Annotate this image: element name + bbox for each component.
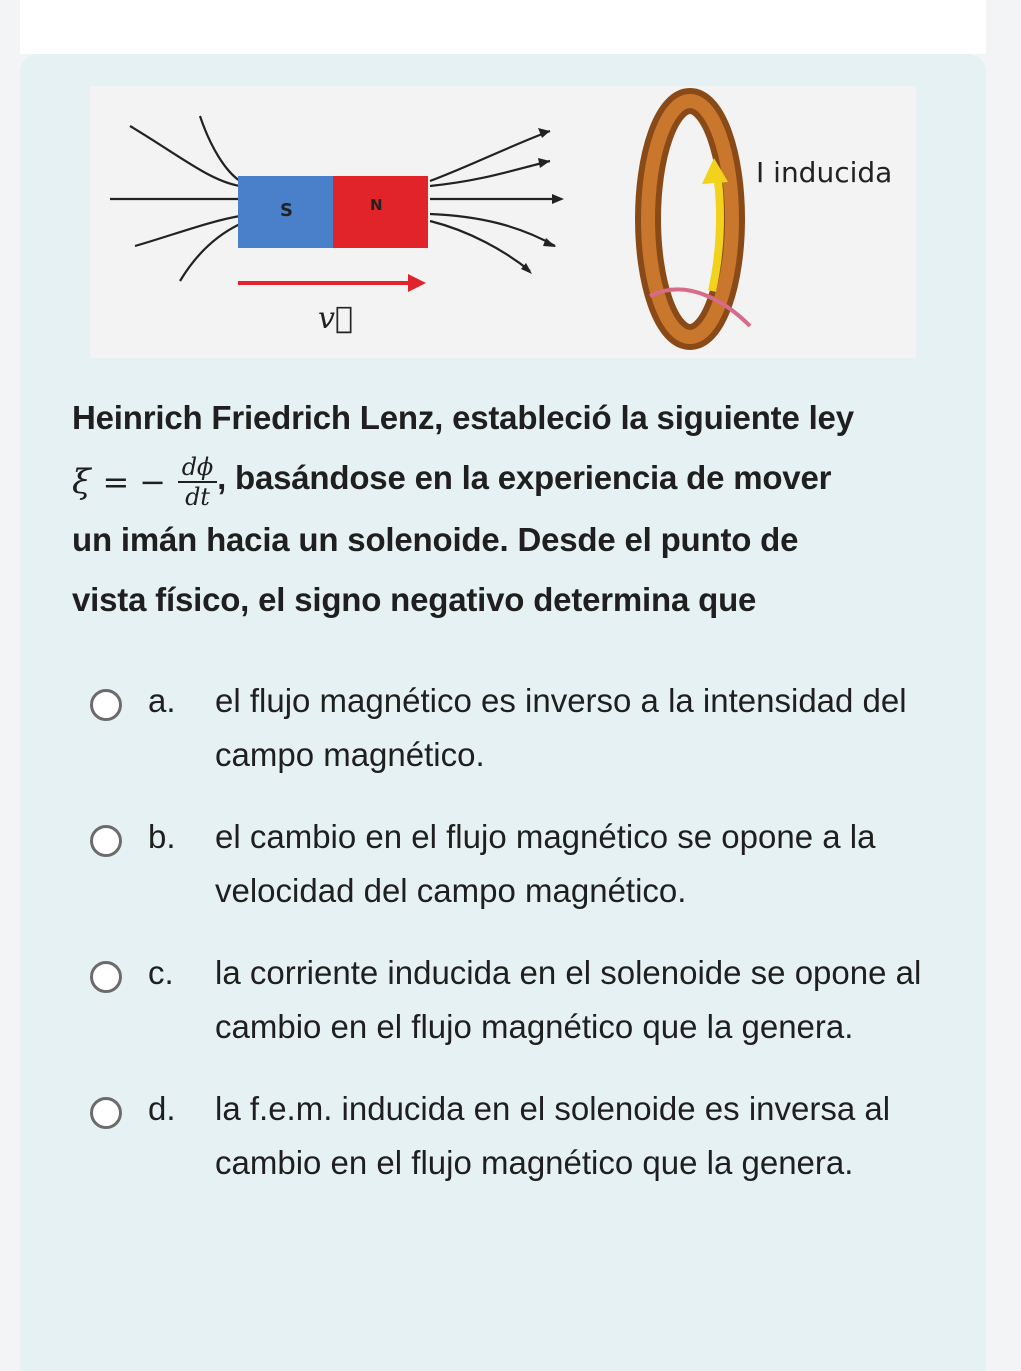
radio-button-b[interactable] [90,825,122,857]
option-text-c: la corriente inducida en el solenoide se opone al cambio en el flujo magnético que la genera. [215,954,922,1045]
formula-fraction [178,453,217,511]
question-line-4: vista físico, el signo negativo determina que [72,581,757,619]
question-line-1: Heinrich Friedrich Lenz, estableció la siguiente ley [72,399,854,436]
answer-options [90,674,970,1218]
option-letter-a: a. [148,682,176,719]
current-arrow [712,181,720,291]
question-line-2 [72,448,932,510]
option-d[interactable] [90,1082,970,1190]
magnet-south-label: S [280,200,293,221]
formula-denominator: dt [185,483,210,512]
radio-button-d[interactable] [90,1097,122,1129]
velocity-label: v⃗ [318,301,353,336]
option-c[interactable] [90,946,970,1054]
magnet-north-label: N [370,196,383,214]
formula-numerator: dϕ [178,453,217,483]
option-b[interactable] [90,810,970,918]
question-line-2-rest: , basándose en la experiencia de mover [217,459,832,496]
option-text-b: el cambio en el flujo magnético se opone a la velocidad del campo magnético. [215,818,876,909]
formula-emf: ξ [72,462,91,503]
current-label: I inducida [756,156,893,189]
formula-equals-minus: = − [102,463,166,502]
option-letter-c: c. [148,954,174,991]
question-text [72,388,932,630]
question-card [20,54,986,1371]
top-strip [20,0,986,54]
option-a[interactable] [90,674,970,782]
option-letter-b: b. [148,818,176,855]
option-letter-d: d. [148,1090,176,1127]
radio-button-c[interactable] [90,961,122,993]
question-line-3: un imán hacia un solenoide. Desde el punto de [72,521,799,559]
lenz-figure [90,86,916,358]
radio-button-a[interactable] [90,689,122,721]
option-text-a: el flujo magnético es inverso a la intensidad del campo magnético. [215,682,907,773]
option-text-d: la f.e.m. inducida en el solenoide es inversa al cambio en el flujo magnético que la genera. [215,1090,891,1181]
lenz-formula [72,450,217,510]
